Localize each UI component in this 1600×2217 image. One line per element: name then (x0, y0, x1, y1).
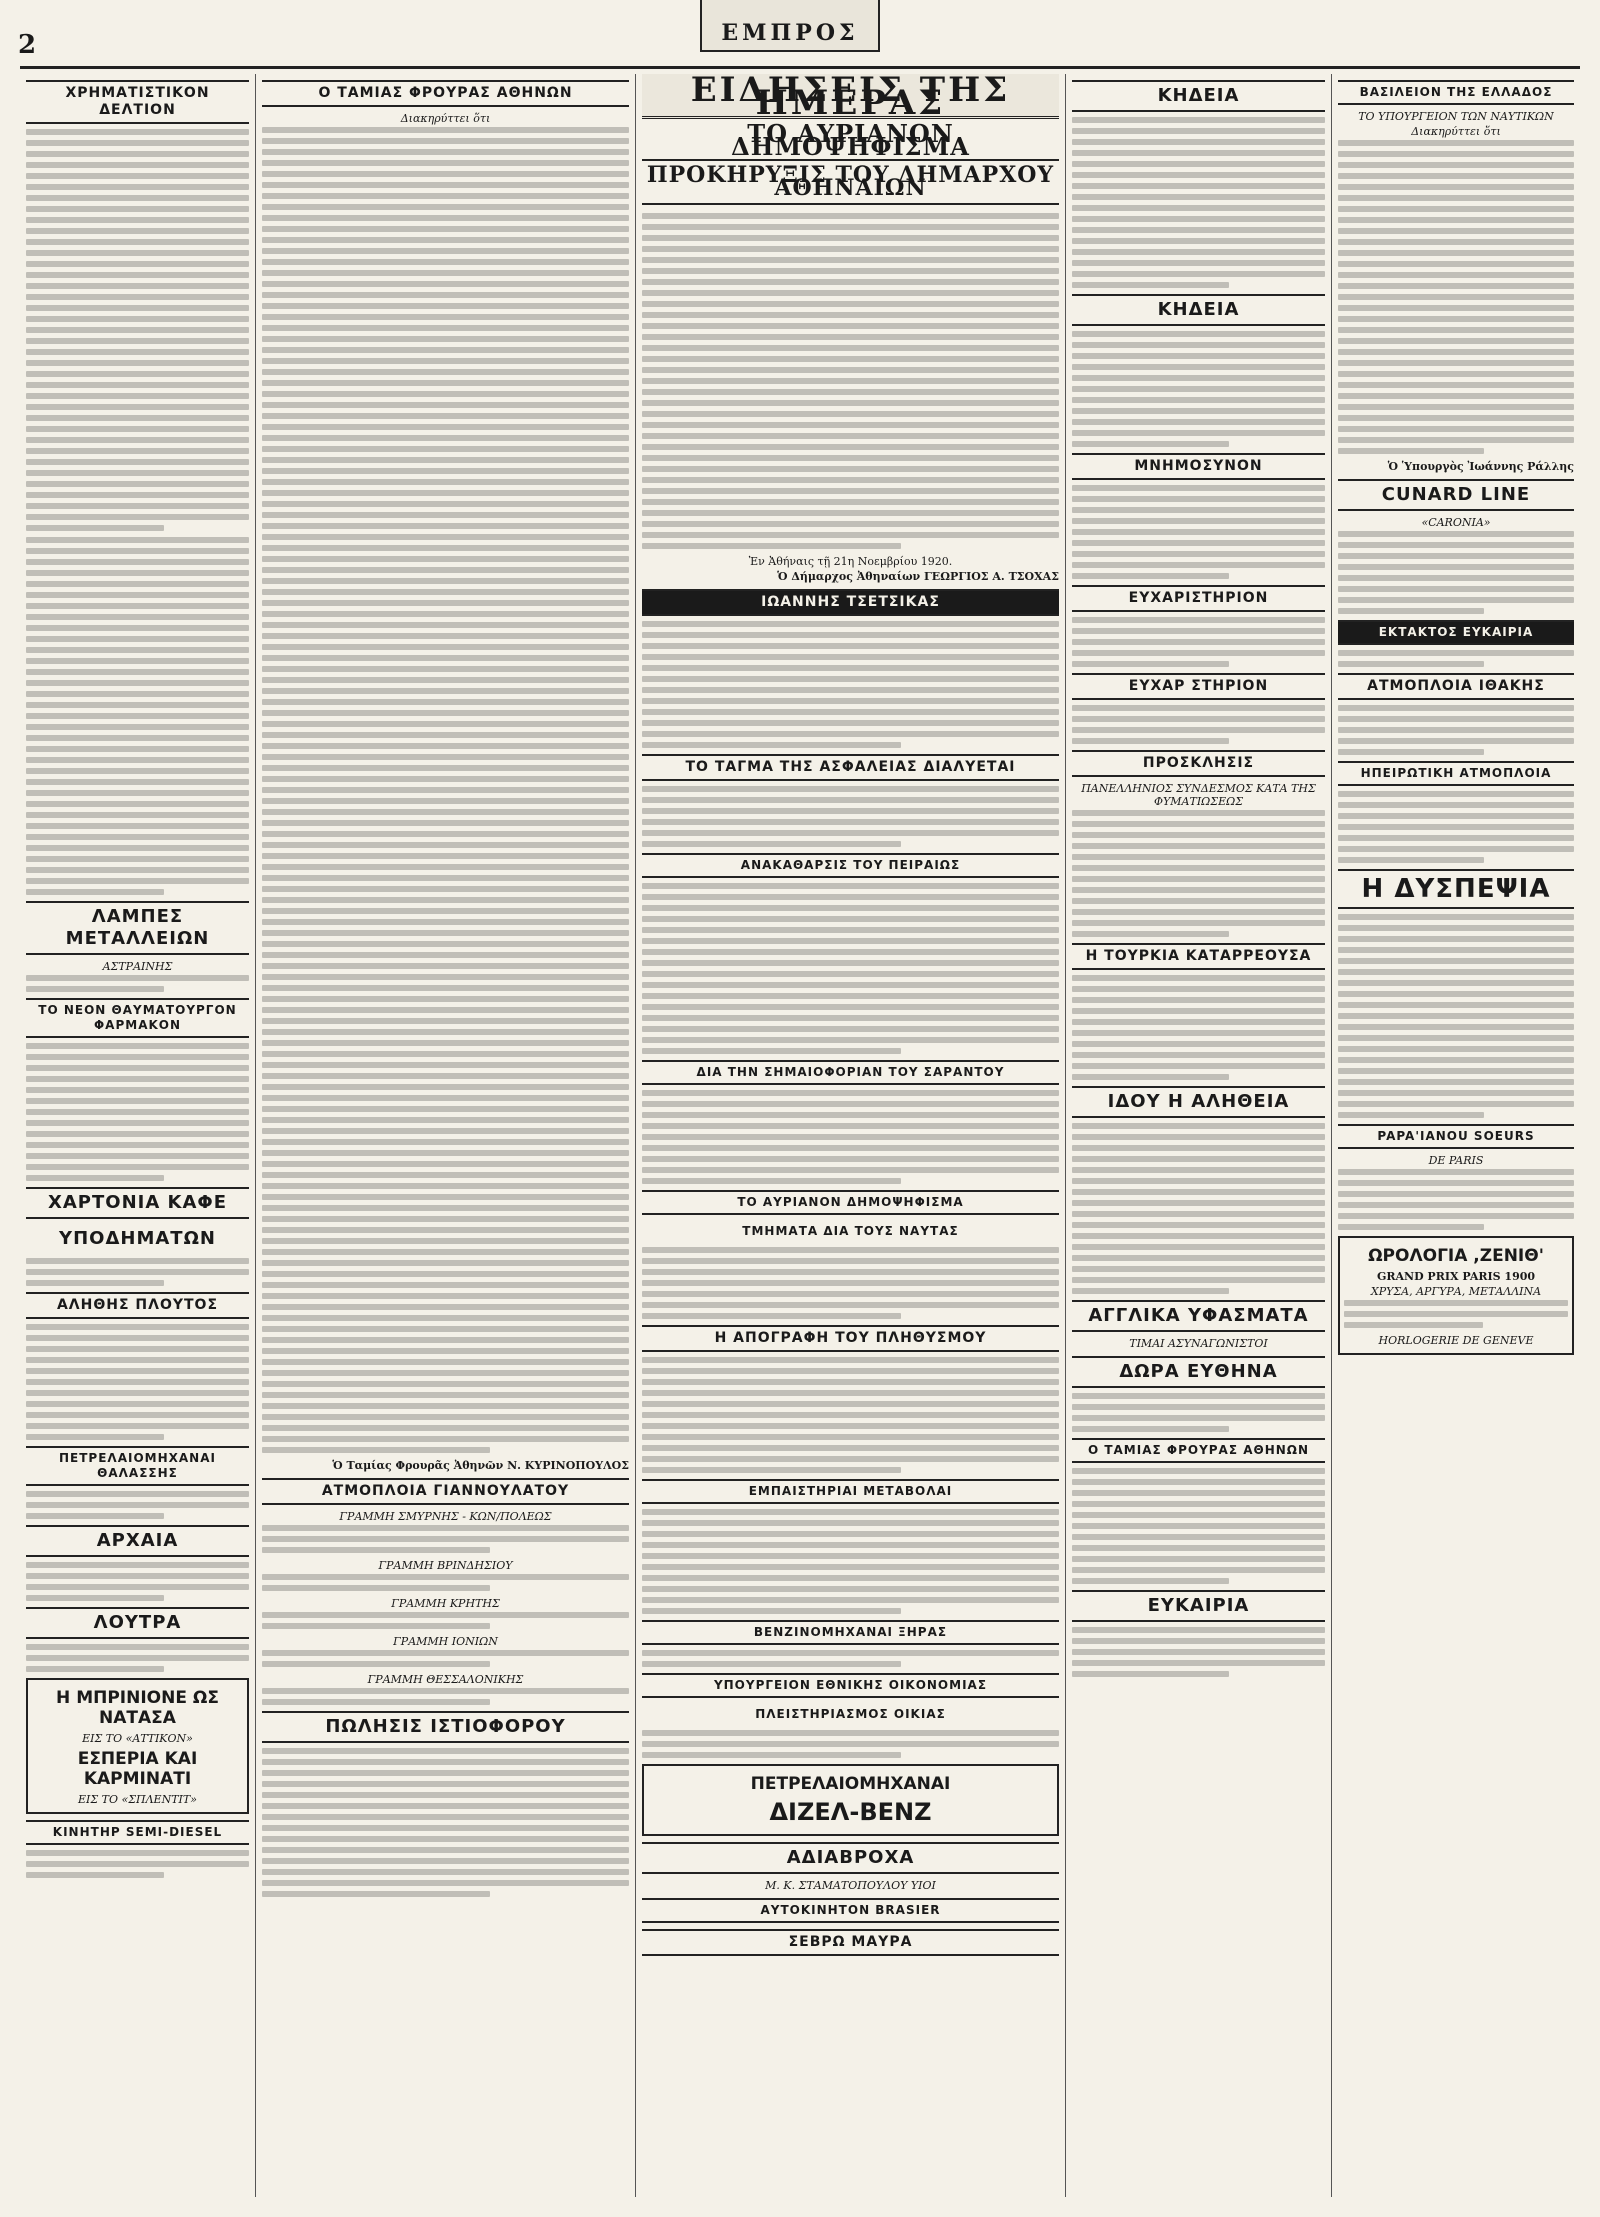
heading-plebiscite-2: ΤΟ ΑΥΡΙΑΝΟΝ ΔΗΜΟΨΗΦΙΣΜΑ (642, 1190, 1059, 1215)
ad-prices: ΤΙΜΑΙ ΑΣΥΝΑΓΩΝΙΣΤΟΙ (1129, 1337, 1268, 1350)
ad-shoes: ΥΠΟΔΗΜΑΤΩΝ (59, 1228, 216, 1249)
lead-subheadline: ΠΡΟΚΗΡΥΞΙΣ ΤΟΥ ΔΗΜΑΡΧΟΥ ΑΘΗΝΑΙΩΝ (642, 161, 1059, 205)
heading-trade-changes: ΕΜΠΑΙΣΤΗΡΙΑΙ ΜΕΤΑΒΟΛΑΙ (642, 1479, 1059, 1504)
theatre-ad (26, 1678, 249, 1814)
heading-sailing-ship-sale: ΠΩΛΗΣΙΣ ΙΣΤΙΟΦΟΡΟΥ (262, 1711, 629, 1743)
page-number: 2 (18, 30, 37, 60)
ad-house-auction: ΠΛΕΙΣΤΗΡΙΑΣΜΟΣ ΟΙΚΙΑΣ (755, 1707, 946, 1721)
ad-papaioannou-paris: DE PARIS (1428, 1154, 1484, 1167)
column-4 (1066, 74, 1332, 2197)
diesel-ad-brand: ΔΙΖΕΛ-ΒΕΝΖ (769, 1798, 932, 1826)
ad-caronia: «CARONIA» (1421, 516, 1491, 529)
line-thessaloniki: ΓΡΑΜΜΗ ΘΕΣΣΑΛΟΝΙΚΗΣ (367, 1673, 524, 1686)
heading-giannoulatos-lines: ΑΤΜΟΠΛΟΙΑ ΓΙΑΝΝΟΥΛΑΤΟΥ (262, 1478, 629, 1505)
ad-cheap-gifts: ΔΩΡΑ ΕΥΘΗΝΑ (1072, 1356, 1325, 1388)
heading-economy-ministry: ΥΠΟΥΡΓΕΙΟΝ ΕΘΝΙΚΗΣ ΟΙΚΟΝΟΜΙΑΣ (642, 1673, 1059, 1698)
lead-article-body (642, 213, 1059, 549)
heading-piraeus: ΑΝΑΚΑΘΑΡΣΙΣ ΤΟΥ ΠΕΙΡΑΙΩΣ (642, 853, 1059, 878)
heading-census: Η ΑΠΟΓΡΑΦΗ ΤΟΥ ΠΛΗΘΥΣΜΟΥ (642, 1325, 1059, 1352)
ad-coffee-paper: ΧΑΡΤΟΝΙΑ ΚΑΦΕ (26, 1187, 249, 1219)
ad-benzine-engines: ΒΕΝΖΙΝΟΜΗΧΑΝΑΙ ΞΗΡΑΣ (642, 1620, 1059, 1645)
heading-sailors: ΤΜΗΜΑΤΑ ΔΙΑ ΤΟΥΣ ΝΑΥΤΑΣ (742, 1224, 959, 1238)
ad-raincoats: ΑΔΙΑΒΡΟΧΑ (642, 1842, 1059, 1874)
ad-petrol-engines: ΠΕΤΡΕΛΑΙΟΜΗΧΑΝΑΙ ΘΑΛΑΣΣΗΣ (26, 1446, 249, 1486)
ad-dyspepsia: Η ΔΥΣΠΕΨΙΑ (1338, 869, 1574, 909)
heading-turkey-collapsing: Η ΤΟΥΡΚΙΑ ΚΑΤΑΡΡΕΟΥΣΑ (1072, 943, 1325, 970)
text-block (26, 129, 249, 531)
masthead: ΕΜΠΡΟΣ (700, 0, 880, 52)
ad-semi-diesel: ΚΙΝΗΤΗΡ SEMI-DIESEL (26, 1820, 249, 1845)
ad-true-wealth: ΑΛΗΘΗΣ ΠΛΟΥΤΟΣ (26, 1292, 249, 1319)
subheading-declares: Διακηρύττει ὅτι (400, 112, 491, 125)
theatre-ad-title: Η ΜΠΡΙΝΙΟΝΕ ΩΣ ΝΑΤΑΣΑ (56, 1688, 219, 1728)
line-smyrna: ΓΡΑΜΜΗ ΣΜΥΡΝΗΣ - ΚΩΝ/ΠΟΛΕΩΣ (339, 1510, 552, 1523)
theatre-ad-venue-2: ΕΙΣ ΤΟ «ΣΠΛΕΝΤΙΤ» (78, 1793, 197, 1806)
heading-kingdom-of-greece: ΒΑΣΙΛΕΙΟΝ ΤΗΣ ΕΛΛΑΔΟΣ (1338, 80, 1574, 105)
heading-thanks-2: ΕΥΧΑΡ ΣΤΗΡΙΟΝ (1072, 673, 1325, 700)
lead-headline: ΤΟ ΑΥΡΙΑΝΟΝ ΔΗΜΟΨΗΦΙΣΜΑ (642, 119, 1059, 161)
heading-thanks-1: ΕΥΧΑΡΙΣΤΗΡΙΟΝ (1072, 585, 1325, 612)
heading-garrison-treasurer-2: Ο ΤΑΜΙΑΣ ΦΡΟΥΡΑΣ ΑΘΗΝΩΝ (1072, 1438, 1325, 1463)
heading-stock-bulletin: ΧΡΗΜΑΤΙΣΤΙΚΟΝ ΔΕΛΤΙΟΝ (26, 80, 249, 124)
column-5 (1332, 74, 1580, 2197)
theatre-ad-title-2: ΕΣΠΕΡΙΑ ΚΑΙ ΚΑΡΜΙΝΑΤΙ (77, 1749, 198, 1789)
ad-black-chevreau: ΣΕΒΡΩ ΜΑΥΡΑ (642, 1929, 1059, 1956)
heading-memorial: ΜΝΗΜΟΣΥΝΟΝ (1072, 453, 1325, 480)
theatre-ad-venue: ΕΙΣ ΤΟ «ΑΤΤΙΚΟΝ» (82, 1732, 193, 1745)
ad-english-fabrics: ΑΓΓΛΙΚΑ ΥΦΑΣΜΑΤΑ (1072, 1300, 1325, 1332)
diesel-benz-ad (642, 1764, 1059, 1836)
zenith-watch-ad (1338, 1236, 1574, 1355)
ad-opportunity: ΕΥΚΑΙΡΙΑ (1072, 1590, 1325, 1622)
subheading-declares-2: Διακηρύττει ὅτι (1411, 125, 1501, 138)
text-block (26, 537, 249, 895)
column-3 (636, 74, 1066, 2197)
heading-here-is-truth: ΙΔΟΥ Η ΑΛΗΘΕΙΑ (1072, 1086, 1325, 1118)
ad-lamps-sub: ΑΣΤΡΑΙΝΗΣ (102, 960, 173, 973)
heading-invitation: ΠΡΟΣΚΛΗΣΙΣ (1072, 750, 1325, 777)
lead-dateline: Ἐν Ἀθήναις τῇ 21η Νοεμβρίου 1920. (748, 555, 953, 568)
zenith-prize: GRAND PRIX PARIS 1900 (1376, 1270, 1536, 1283)
ad-antiques: ΑΡΧΑΙΑ (26, 1525, 249, 1557)
mayor-signature: Ὁ Δήμαρχος Ἀθηναίων ΓΕΩΡΓΙΟΣ Α. ΤΣΟΧΑΣ (777, 570, 1059, 583)
ad-raincoats-maker: Μ. Κ. ΣΤΑΜΑΤΟΠΟΥΛΟΥ ΥΙΟΙ (765, 1879, 936, 1892)
heading-naval-ministry: ΤΟ ΥΠΟΥΡΓΕΙΟΝ ΤΩΝ ΝΑΥΤΙΚΩΝ (1358, 110, 1554, 123)
line-ionian: ΓΡΑΜΜΗ ΙΟΝΙΩΝ (393, 1635, 498, 1648)
ad-baths: ΛΟΥΤΡΑ (26, 1607, 249, 1639)
heading-garrison-treasurer: Ο ΤΑΜΙΑΣ ΦΡΟΥΡΑΣ ΑΘΗΝΩΝ (262, 80, 629, 107)
line-crete: ΓΡΑΜΜΗ ΚΡΗΤΗΣ (391, 1597, 500, 1610)
ad-extra-opportunity: ΕΚΤΑΚΤΟΣ ΕΥΚΑΙΡΙΑ (1338, 620, 1574, 645)
heading-funeral-2: ΚΗΔΕΙΑ (1072, 294, 1325, 326)
heading-flag-bearing: ΔΙΑ ΤΗΝ ΣΗΜΑΙΟΦΟΡΙΑΝ ΤΟΥ ΣΑΡΑΝΤΟΥ (642, 1060, 1059, 1085)
ad-ithaca-shipping: ΑΤΜΟΠΛΟΙΑ ΙΘΑΚΗΣ (1338, 673, 1574, 700)
heading-tb-league: ΠΑΝΕΛΛΗΝΙΟΣ ΣΥΝΔΕΣΜΟΣ ΚΑΤΑ ΤΗΣ ΦΥΜΑΤΙΩΣΕΩΣ (1081, 782, 1316, 808)
minister-signature: Ὁ Ὑπουργὸς Ἰωάννης Ράλλης (1387, 460, 1574, 473)
zenith-metals: ΧΡΥΣΑ, ΑΡΓΥΡΑ, ΜΕΤΑΛΛΙΝΑ (1370, 1285, 1542, 1298)
zenith-horlogerie: HORLOGERIE DE GENEVE (1378, 1334, 1534, 1347)
ad-papaioannou: PAPA'IANOU SOEURS (1338, 1124, 1574, 1149)
ad-lamps: ΛΑΜΠΕΣ ΜΕΤΑΛΛΕΙΩΝ (26, 901, 249, 955)
ad-pharmacy: ΤΟ ΝΕΟΝ ΘΑΥΜΑΤΟΥΡΓΟΝ ΦΑΡΜΑΚΟΝ (26, 998, 249, 1038)
column-2 (256, 74, 636, 2197)
heading-tsetsikas: ΙΩΑΝΝΗΣ ΤΣΕΤΣΙΚΑΣ (642, 589, 1059, 616)
ad-cunard-line: CUNARD LINE (1338, 479, 1574, 511)
news-of-the-day-banner: ΕΙΔΗΣΕΙΣ ΤΗΣ ΗΜΕΡΑΣ (642, 74, 1059, 119)
heading-funeral-1: ΚΗΔΕΙΑ (1072, 80, 1325, 112)
ad-brasier-car: ΑΥΤΟΚΙΝΗΤΟΝ BRASIER (642, 1898, 1059, 1923)
diesel-ad-line1: ΠΕΤΡΕΛΑΙΟΜΗΧΑΝΑΙ (750, 1774, 951, 1794)
column-1 (20, 74, 256, 2197)
heading-security-battalion: ΤΟ ΤΑΓΜΑ ΤΗΣ ΑΣΦΑΛΕΙΑΣ ΔΙΑΛΥΕΤΑΙ (642, 754, 1059, 781)
treasurer-signature: Ὁ Ταμίας Φρουρᾶς Ἀθηνῶν Ν. ΚΥΡΙΝΟΠΟΥΛΟΣ (332, 1459, 629, 1472)
zenith-title: ΩΡΟΛΟΓΙΑ ,ΖΕΝΙΘ' (1368, 1246, 1544, 1266)
ad-epirus-shipping: ΗΠΕΙΡΩΤΙΚΗ ΑΤΜΟΠΛΟΙΑ (1338, 761, 1574, 786)
line-brindisi: ΓΡΑΜΜΗ ΒΡΙΝΔΗΣΙΟΥ (378, 1559, 513, 1572)
